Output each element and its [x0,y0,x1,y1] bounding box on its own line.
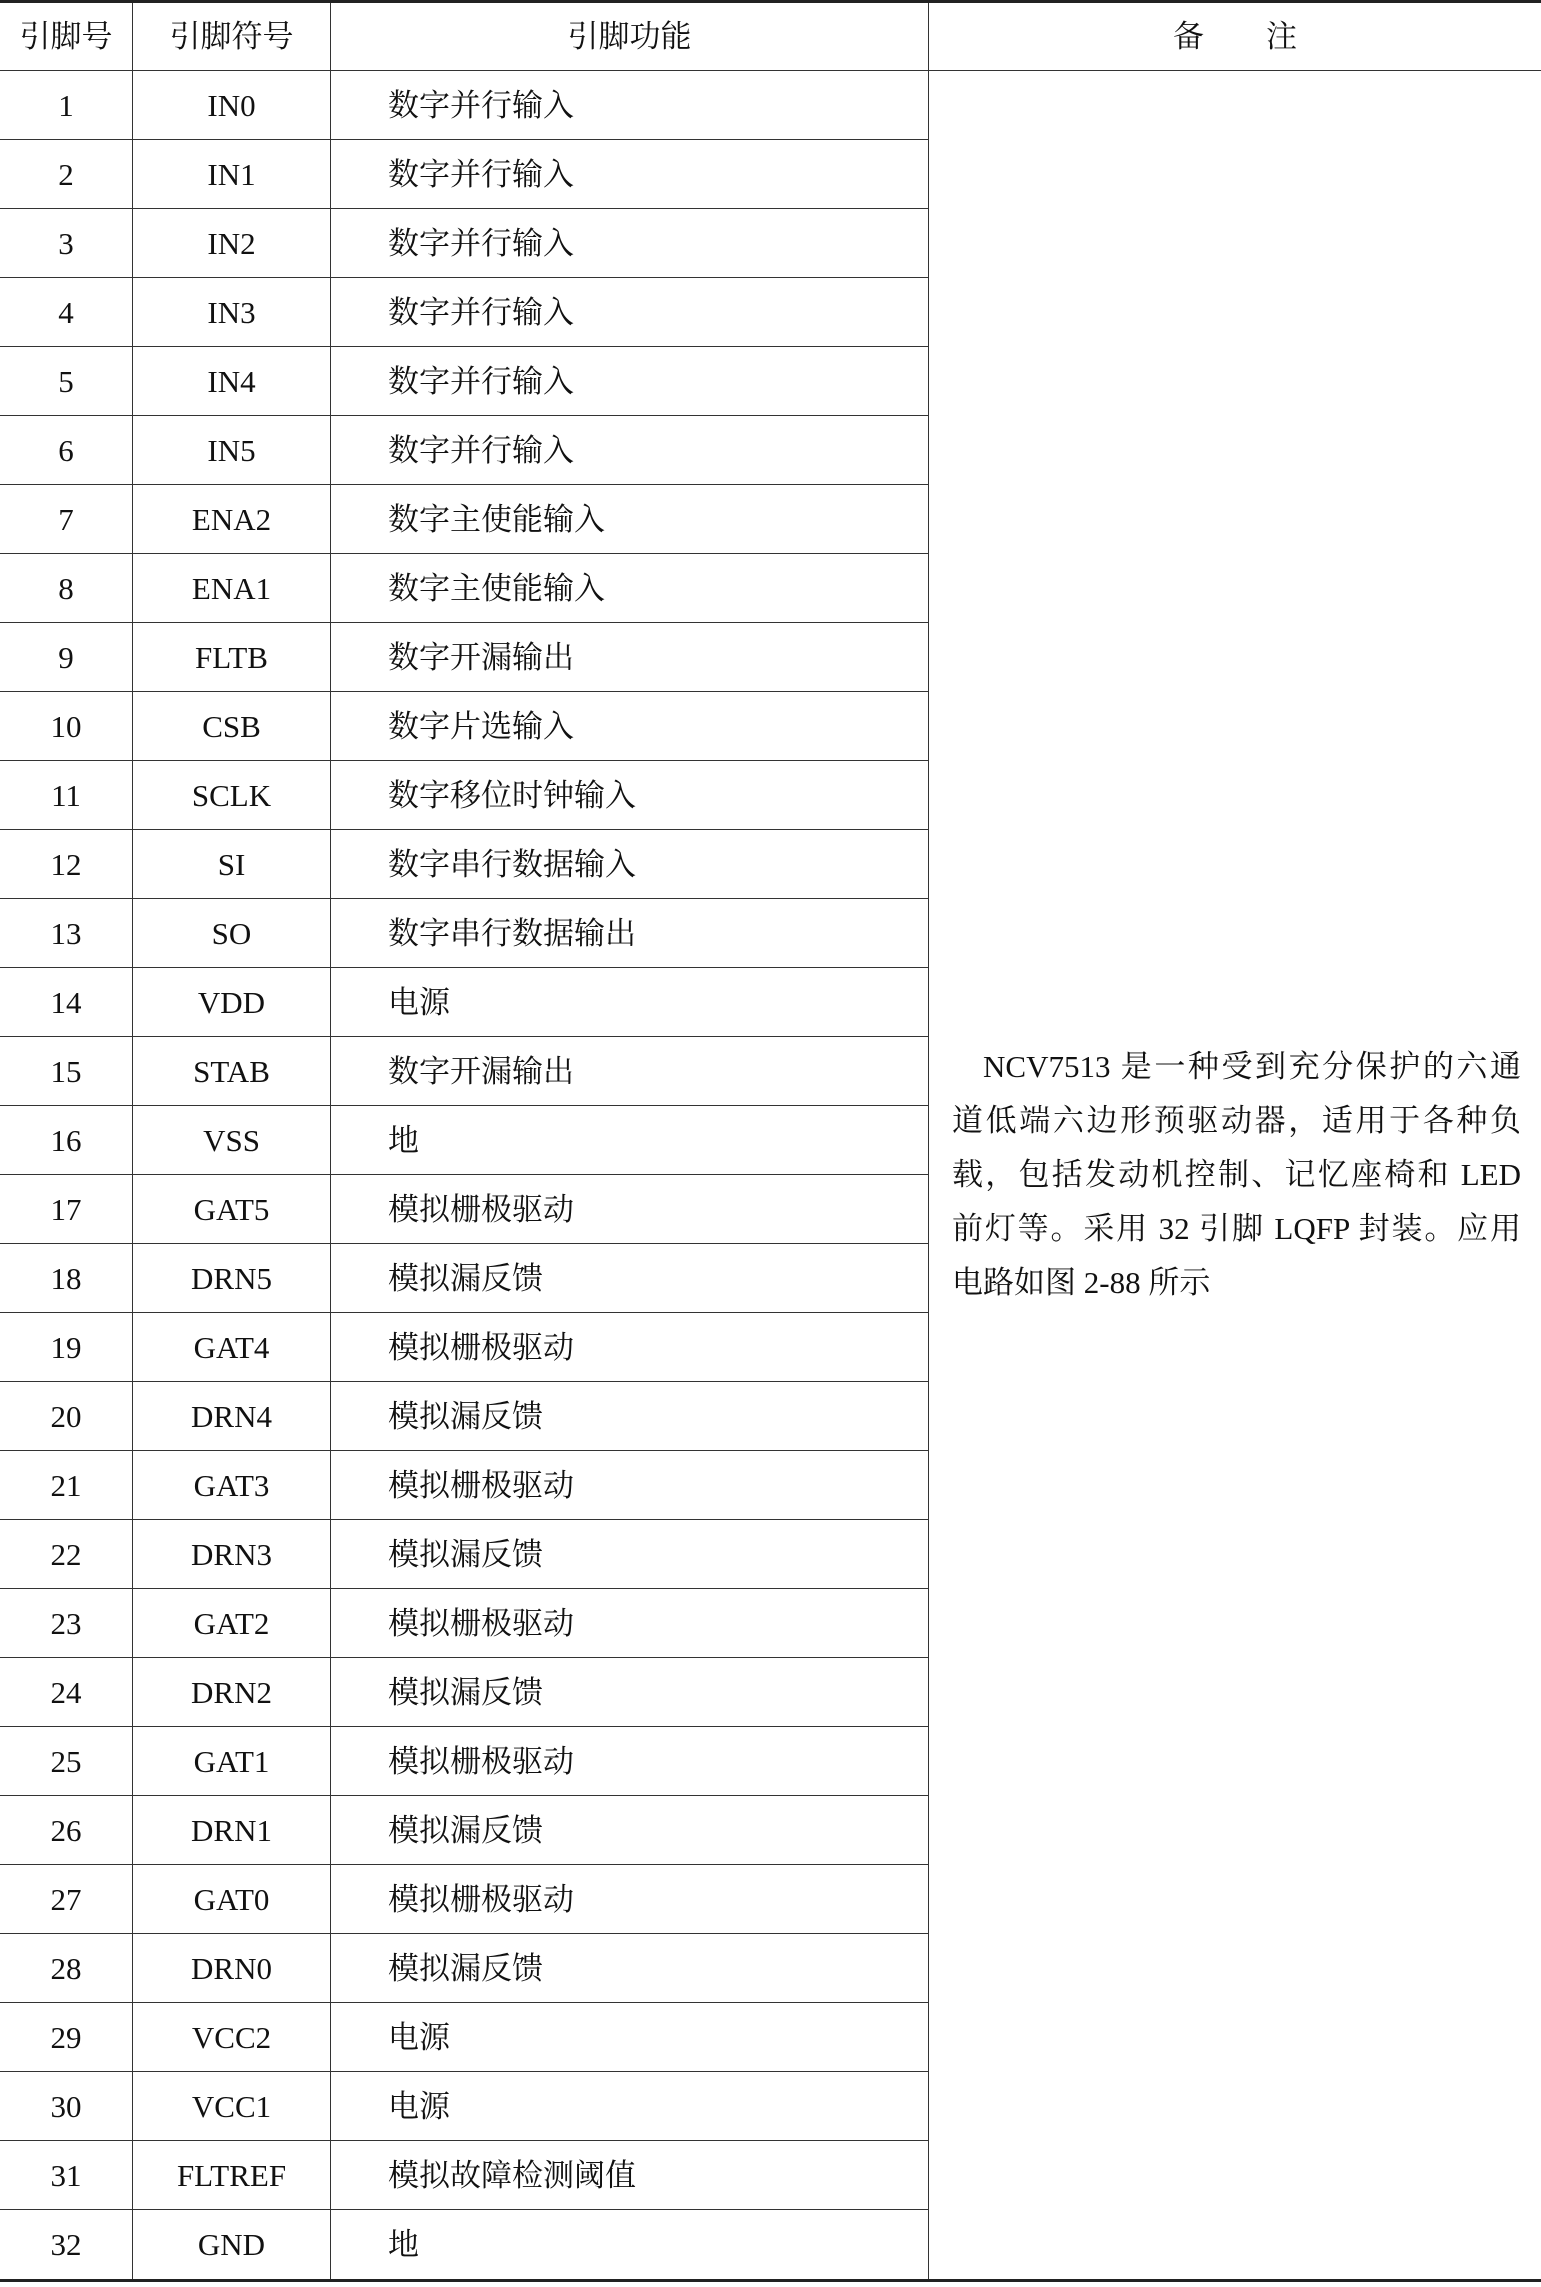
pin-function-cell: 数字主使能输入 [331,554,929,623]
pin-function-cell: 模拟漏反馈 [331,1934,929,2003]
pin-number-cell: 9 [0,623,133,692]
pin-symbol-cell: DRN3 [133,1520,331,1589]
pin-number-cell: 10 [0,692,133,761]
pin-function-cell: 数字串行数据输入 [331,830,929,899]
header-pin-number: 引脚号 [0,3,133,71]
pin-number-cell: 18 [0,1244,133,1313]
pin-symbol-cell: FLTREF [133,2141,331,2210]
pin-number-cell: 27 [0,1865,133,1934]
pin-symbol-cell: IN3 [133,278,331,347]
pin-number-cell: 11 [0,761,133,830]
pin-function-cell: 模拟栅极驱动 [331,1451,929,1520]
pin-function-cell: 数字并行输入 [331,416,929,485]
pin-function-cell: 地 [331,2210,929,2279]
pin-symbol-cell: GAT1 [133,1727,331,1796]
pin-function-cell: 数字并行输入 [331,209,929,278]
pin-symbol-cell: ENA1 [133,554,331,623]
pin-function-cell: 数字并行输入 [331,278,929,347]
pin-symbol-cell: DRN1 [133,1796,331,1865]
pin-function-cell: 模拟栅极驱动 [331,1175,929,1244]
pin-number-cell: 16 [0,1106,133,1175]
pin-symbol-cell: SO [133,899,331,968]
pin-symbol-cell: IN0 [133,71,331,140]
pin-function-cell: 数字并行输入 [331,140,929,209]
remarks-cell [929,71,1541,2279]
pin-number-cell: 23 [0,1589,133,1658]
pin-symbol-cell: GAT3 [133,1451,331,1520]
pin-function-cell: 数字主使能输入 [331,485,929,554]
pin-symbol-cell: DRN5 [133,1244,331,1313]
pin-number-cell: 1 [0,71,133,140]
pin-symbol-cell: IN4 [133,347,331,416]
pin-number-cell: 6 [0,416,133,485]
pin-number-cell: 7 [0,485,133,554]
pin-function-cell: 数字并行输入 [331,71,929,140]
pin-symbol-cell: VCC1 [133,2072,331,2141]
pin-number-cell: 32 [0,2210,133,2279]
pin-number-cell: 21 [0,1451,133,1520]
pin-function-cell: 电源 [331,2003,929,2072]
pin-number-cell: 30 [0,2072,133,2141]
pin-function-cell: 数字开漏输出 [331,623,929,692]
pin-number-cell: 8 [0,554,133,623]
pin-symbol-cell: VCC2 [133,2003,331,2072]
note-text: NCV7513 是一种受到充分保护的六通道低端六边形预驱动器，适用于各种负载，包括发动机控制、记忆座椅和 LED 前灯等。采用 32 引脚 LQFP 封装。应用电路如图 2-88 所示 [952,1049,1521,1300]
pin-number-cell: 26 [0,1796,133,1865]
pin-function-cell: 电源 [331,2072,929,2141]
pin-function-cell: 地 [331,1106,929,1175]
pin-symbol-cell: CSB [133,692,331,761]
pin-function-cell: 电源 [331,968,929,1037]
pin-number-cell: 25 [0,1727,133,1796]
pin-number-cell: 4 [0,278,133,347]
pin-number-cell: 3 [0,209,133,278]
pin-symbol-cell: IN2 [133,209,331,278]
pin-symbol-cell: VSS [133,1106,331,1175]
pin-number-cell: 12 [0,830,133,899]
pin-function-cell: 模拟栅极驱动 [331,1313,929,1382]
header-remarks: 备 注 [929,3,1541,71]
pin-symbol-cell: GND [133,2210,331,2279]
pin-symbol-cell: FLTB [133,623,331,692]
pin-function-cell: 模拟栅极驱动 [331,1589,929,1658]
pin-symbol-cell: GAT4 [133,1313,331,1382]
pin-number-cell: 20 [0,1382,133,1451]
pin-function-cell: 模拟漏反馈 [331,1658,929,1727]
pin-symbol-cell: DRN0 [133,1934,331,2003]
pin-symbol-cell: DRN2 [133,1658,331,1727]
pin-symbol-cell: STAB [133,1037,331,1106]
pin-function-cell: 数字并行输入 [331,347,929,416]
header-pin-function: 引脚功能 [331,3,929,71]
pin-function-cell: 模拟栅极驱动 [331,1727,929,1796]
pin-symbol-cell: GAT2 [133,1589,331,1658]
pin-function-cell: 数字移位时钟输入 [331,761,929,830]
pin-symbol-cell: SCLK [133,761,331,830]
pin-number-cell: 28 [0,1934,133,2003]
pin-symbol-cell: IN1 [133,140,331,209]
pin-function-cell: 数字片选输入 [331,692,929,761]
pin-function-cell: 模拟漏反馈 [331,1244,929,1313]
pin-number-cell: 13 [0,899,133,968]
pin-function-cell: 模拟故障检测阈值 [331,2141,929,2210]
pin-number-cell: 2 [0,140,133,209]
pin-function-cell: 模拟漏反馈 [331,1382,929,1451]
pin-function-cell: 数字开漏输出 [331,1037,929,1106]
pin-symbol-cell: VDD [133,968,331,1037]
pin-symbol-cell: SI [133,830,331,899]
pin-number-cell: 31 [0,2141,133,2210]
pin-number-cell: 14 [0,968,133,1037]
header-pin-symbol: 引脚符号 [133,3,331,71]
pin-number-cell: 22 [0,1520,133,1589]
pin-function-cell: 模拟漏反馈 [331,1796,929,1865]
pin-symbol-cell: ENA2 [133,485,331,554]
pin-function-cell: 模拟栅极驱动 [331,1865,929,1934]
pin-number-cell: 17 [0,1175,133,1244]
pin-symbol-cell: GAT5 [133,1175,331,1244]
pin-number-cell: 24 [0,1658,133,1727]
pin-number-cell: 19 [0,1313,133,1382]
pin-symbol-cell: DRN4 [133,1382,331,1451]
pin-function-cell: 数字串行数据输出 [331,899,929,968]
pin-number-cell: 29 [0,2003,133,2072]
pin-number-cell: 15 [0,1037,133,1106]
pin-symbol-cell: IN5 [133,416,331,485]
pin-symbol-cell: GAT0 [133,1865,331,1934]
pin-function-cell: 模拟漏反馈 [331,1520,929,1589]
pin-number-cell: 5 [0,347,133,416]
